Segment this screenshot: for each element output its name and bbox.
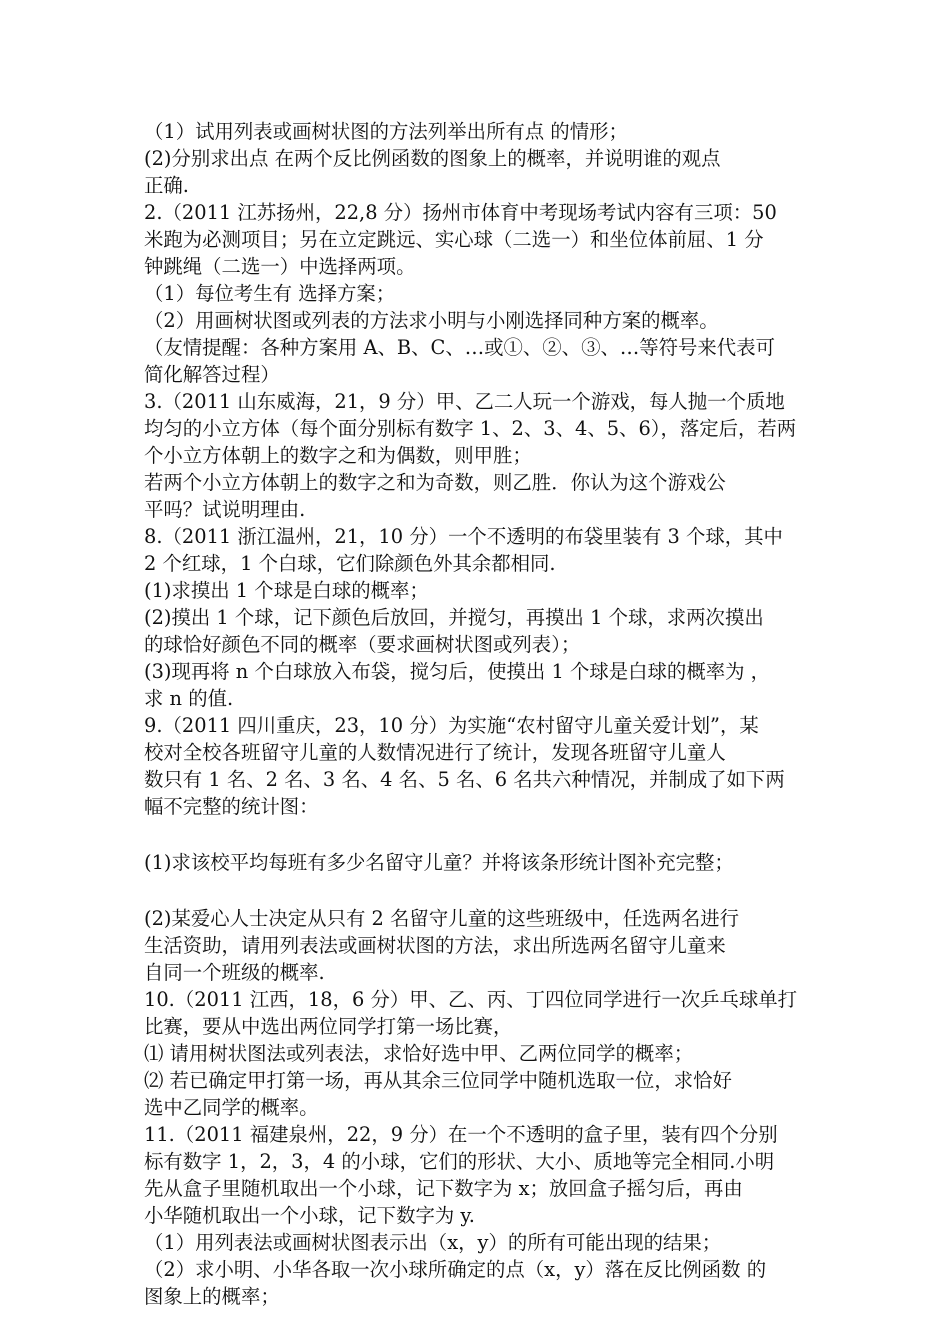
document-page [144, 118, 824, 1310]
text-line: 选中乙同学的概率。 [144, 1096, 319, 1119]
text-line: （友情提醒：各种方案用 A、B、C、…或①、②、③、…等符号来代表可 [144, 336, 775, 359]
text-line: 求 n 的值. [144, 687, 234, 710]
text-line: 小华随机取出一个小球，记下数字为 y. [144, 1204, 475, 1227]
text-line: 米跑为必测项目；另在立定跳远、实心球（二选一）和坐位体前屈、1 分 [144, 228, 764, 251]
text-line: 2 个红球，1 个白球，它们除颜色外其余都相同. [144, 552, 556, 575]
text-line: 图象上的概率； [144, 1285, 280, 1308]
text-line: (2)分别求出点 在两个反比例函数的图象上的概率，并说明谁的观点 [144, 147, 721, 170]
text-line: 生活资助，请用列表法或画树状图的方法，求出所选两名留守儿童来 [144, 934, 726, 957]
text-line: 9.（2011 四川重庆，23，10 分）为实施“农村留守儿童关爱计划”，某 [144, 714, 759, 737]
text-line: (2)摸出 1 个球，记下颜色后放回，并搅匀，再摸出 1 个球，求两次摸出 [144, 606, 764, 629]
text-line: （1）每位考生有 选择方案； [144, 282, 396, 305]
text-line: 10.（2011 江西，18，6 分）甲、乙、丙、丁四位同学进行一次乒乓球单打 [144, 988, 798, 1011]
text-line: 校对全校各班留守儿童的人数情况进行了统计，发现各班留守儿童人 [144, 741, 726, 764]
blank-line [144, 820, 824, 849]
text-line: 先从盒子里随机取出一个小球，记下数字为 x；放回盒子摇匀后，再由 [144, 1177, 743, 1200]
text-line: (1)求该校平均每班有多少名留守儿童？并将该条形统计图补充完整； [144, 851, 734, 874]
text-line: 标有数字 1，2，3，4 的小球，它们的形状、大小、质地等完全相同.小明 [144, 1150, 775, 1173]
text-line: （2）用画树状图或列表的方法求小明与小刚选择同种方案的概率。 [144, 309, 719, 332]
text-line: （2）求小明、小华各取一次小球所确定的点（x，y）落在反比例函数 的 [144, 1258, 767, 1281]
text-line: 均匀的小立方体（每个面分别标有数字 1、2、3、4、5、6），落定后，若两 [144, 417, 797, 440]
text-line: (1)求摸出 1 个球是白球的概率； [144, 579, 429, 602]
text-line: ⑴ 请用树状图法或列表法，求恰好选中甲、乙两位同学的概率； [144, 1042, 694, 1065]
text-line: 简化解答过程） [144, 363, 280, 386]
text-line: ⑵ 若已确定甲打第一场，再从其余三位同学中随机选取一位，求恰好 [144, 1069, 732, 1092]
text-line: 8.（2011 浙江温州，21，10 分）一个不透明的布袋里装有 3 个球，其中 [144, 525, 783, 548]
text-line: 平吗？试说明理由. [144, 498, 306, 521]
text-line: 11.（2011 福建泉州，22，9 分）在一个不透明的盒子里，装有四个分别 [144, 1123, 778, 1146]
text-line: 幅不完整的统计图： [144, 795, 319, 818]
text-line: (3)现再将 n 个白球放入布袋，搅匀后，使摸出 1 个球是白球的概率为 ， [144, 660, 771, 683]
text-line: 的球恰好颜色不同的概率（要求画树状图或列表）； [144, 633, 581, 656]
text-line: 比赛，要从中选出两位同学打第一场比赛， [144, 1015, 513, 1038]
text-line: 2.（2011 江苏扬州，22,8 分）扬州市体育中考现场考试内容有三项：50 [144, 201, 777, 224]
blank-line [144, 876, 824, 905]
text-line: 钟跳绳（二选一）中选择两项。 [144, 255, 416, 278]
text-line: （1）试用列表或画树状图的方法列举出所有点 的情形； [144, 120, 628, 143]
text-line: 数只有 1 名、2 名、3 名、4 名、5 名、6 名共六种情况，并制成了如下两 [144, 768, 785, 791]
text-line: 正确. [144, 174, 189, 197]
text-line: 3.（2011 山东威海，21，9 分）甲、乙二人玩一个游戏，每人抛一个质地 [144, 390, 785, 413]
text-line: (2)某爱心人士决定从只有 2 名留守儿童的这些班级中，任选两名进行 [144, 907, 740, 930]
text-line: 若两个小立方体朝上的数字之和为奇数，则乙胜．你认为这个游戏公 [144, 471, 726, 494]
text-line: 个小立方体朝上的数字之和为偶数，则甲胜； [144, 444, 532, 467]
text-line: 自同一个班级的概率. [144, 961, 325, 984]
text-line: （1）用列表法或画树状图表示出（x，y）的所有可能出现的结果； [144, 1231, 722, 1254]
